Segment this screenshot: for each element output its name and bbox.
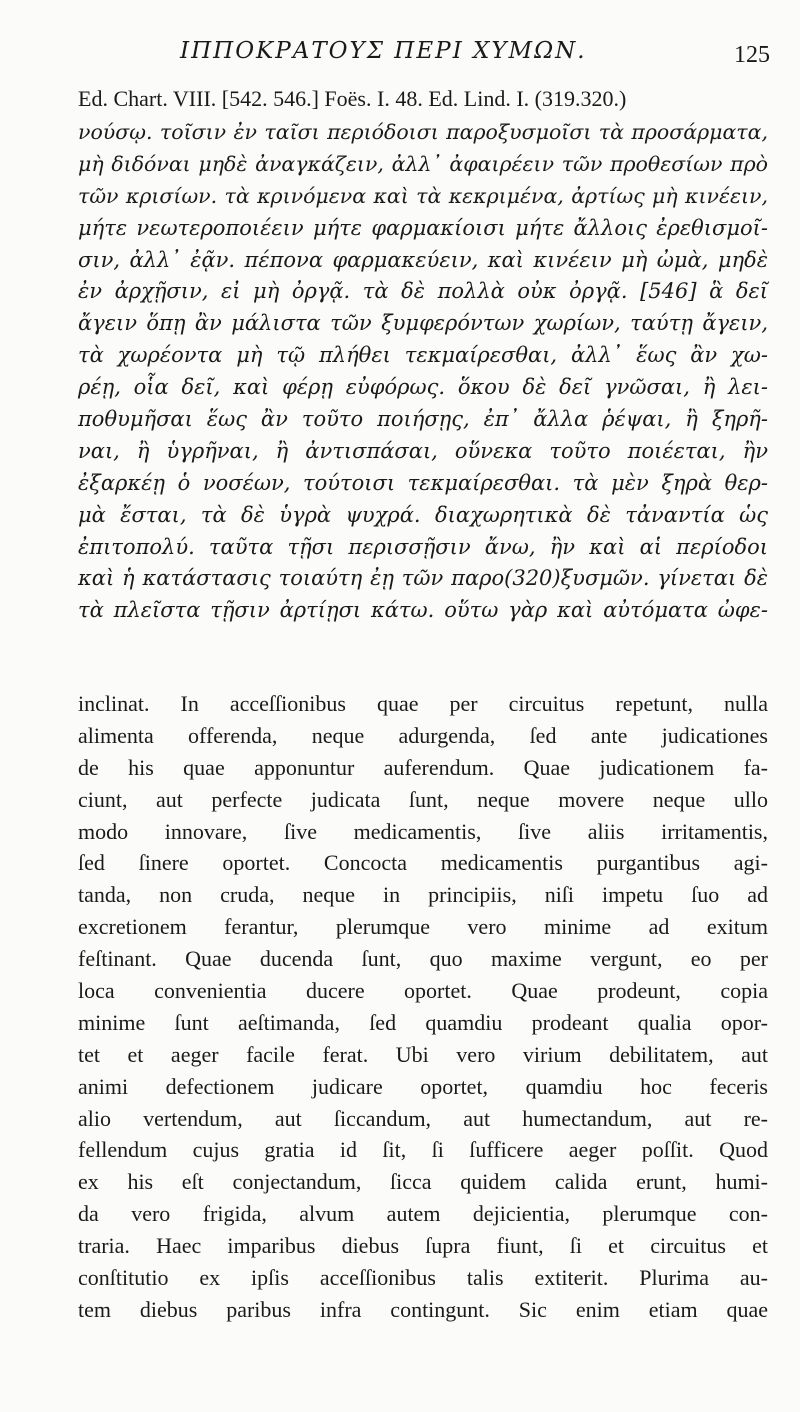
greek-line: σιν, ἀλλ᾽ ἐᾷν. πέπονα φαρμακεύειν, καὶ κινέειν μὴ ὠμὰ, μηδὲ xyxy=(78,247,768,272)
greek-line: ἐπιτοπολύ. ταῦτα τῇσι περισσῇσιν ἄνω, ἢν καὶ αἱ περίοδοι xyxy=(78,534,768,559)
latin-line: feſtinant. Quae ducenda ſunt, quo maxime vergunt, eo per xyxy=(78,946,768,972)
latin-line: alio vertendum, aut ſiccandum, aut humectandum, aut re- xyxy=(78,1105,768,1131)
latin-line: conſtitutio ex ipſis acceſſionibus talis extiterit. Plurima au- xyxy=(78,1265,768,1291)
greek-line: μὴ διδόναι μηδὲ ἀναγκάζειν, ἀλλ᾽ ἀφαιρέειν τῶν προθεσίων πρὸ xyxy=(78,151,768,176)
edition-reference: Ed. Chart. VIII. [542. 546.] Foës. I. 48. Ed. Lind. I. (319.320.) xyxy=(78,86,627,111)
greek-line: ποθυμῆσαι ἕως ἂν τοῦτο ποιήσῃς, ἐπ᾽ ἄλλα ῥέψαι, ἢ ξηρῆ- xyxy=(78,407,768,432)
greek-line: ἐν ἀρχῇσιν, εἰ μὴ ὀργᾷ. τὰ δὲ πολλὰ οὐκ ὀργᾷ. [546] ἃ δεῖ xyxy=(78,279,768,304)
greek-line: τὰ χωρέοντα μὴ τῷ πλήθει τεκμαίρεσθαι, ἀλλ᾽ ἕως ἂν χω- xyxy=(78,343,768,368)
latin-line: modo innovare, ſive medicamentis, ſive aliis irritamentis, xyxy=(78,818,768,844)
running-title: ΙΠΠΟΚΡΑΤΟΥΣ ΠΕΡΙ ΧΥΜΩΝ. xyxy=(180,38,587,64)
greek-line: νούσῳ. τοῖσιν ἐν ταῖσι περιόδοισι παροξυσμοῖσι τὰ προσάρματα, xyxy=(78,120,768,144)
latin-line: fellendum cujus gratia id ſit, ſi ſufficere aeger poſſit. Quod xyxy=(78,1137,768,1163)
running-head xyxy=(70,38,770,78)
latin-line: animi defectionem judicare oportet, quamdiu hoc feceris xyxy=(78,1073,768,1099)
greek-text-block xyxy=(78,117,768,627)
latin-line: da vero frigida, alvum autem dejicientia, plerumque con- xyxy=(78,1201,768,1227)
page-number: 125 xyxy=(734,42,770,68)
latin-line: traria. Haec imparibus diebus ſupra fiunt, ſi et circuitus et xyxy=(78,1233,768,1259)
greek-line: ἄγειν ὅπῃ ἂν μάλιστα τῶν ξυμφερόντων χωρίων, ταύτῃ ἄγειν, xyxy=(78,311,768,336)
latin-text-block xyxy=(78,688,768,1326)
latin-line: inclinat. In acceſſionibus quae per circuitus repetunt, nulla xyxy=(78,691,768,716)
latin-line: loca convenientia ducere oportet. Quae prodeunt, copia xyxy=(78,978,768,1004)
greek-line: καὶ ἡ κατάστασις τοιαύτη ἐῃ τῶν παρο(320)ξυσμῶν. γίνεται δὲ xyxy=(78,566,768,591)
greek-line: μήτε νεωτεροποιέειν μήτε φαρμακίοισι μήτε ἄλλοις ἐρεθισμοῖ- xyxy=(78,215,768,240)
latin-line: excretionem ferantur, plerumque vero minime ad exitum xyxy=(78,914,768,940)
latin-line: tem diebus paribus infra contingunt. Sic enim etiam quae xyxy=(78,1296,768,1322)
greek-line: τῶν κρισίων. τὰ κρινόμενα καὶ τὰ κεκριμένα, ἀρτίως μὴ κινέειν, xyxy=(78,183,768,208)
latin-line: tanda, non cruda, neque in principiis, niſi impetu ſuo ad xyxy=(78,882,768,908)
latin-line: alimenta offerenda, neque adurgenda, ſed ante judicationes xyxy=(78,722,768,748)
greek-line: τὰ πλεῖστα τῇσιν ἀρτίῃσι κάτω. οὕτω γὰρ καὶ αὐτόματα ὠφε- xyxy=(78,598,768,623)
latin-line: ſed ſinere oportet. Concocta medicamentis purgantibus agi- xyxy=(78,850,768,876)
latin-line: ciunt, aut perfecte judicata ſunt, neque movere neque ullo xyxy=(78,786,768,812)
greek-line: ναι, ἢ ὑγρῆναι, ἢ ἀντισπάσαι, οὕνεκα τοῦτο ποιέεται, ἢν xyxy=(78,438,768,463)
latin-line: minime ſunt aeſtimanda, ſed quamdiu prodeant qualia opor- xyxy=(78,1009,768,1035)
greek-line: μὰ ἔσται, τὰ δὲ ὑγρὰ ψυχρά. διαχωρητικὰ δὲ τἀναντία ὡς xyxy=(78,502,768,527)
greek-line: ἐξαρκέῃ ὁ νοσέων, τούτοισι τεκμαίρεσθαι. τὰ μὲν ξηρὰ θερ- xyxy=(78,470,768,495)
latin-line: de his quae apponuntur auferendum. Quae judicationem fa- xyxy=(78,754,768,780)
latin-line: ex his eſt conjectandum, ſicca quidem calida erunt, humi- xyxy=(78,1169,768,1195)
greek-line: ρέῃ, οἷα δεῖ, καὶ φέρῃ εὐφόρως. ὅκου δὲ δεῖ γνῶσαι, ἢ λει- xyxy=(78,375,768,400)
latin-line: tet et aeger facile ferat. Ubi vero virium debilitatem, aut xyxy=(78,1041,768,1067)
